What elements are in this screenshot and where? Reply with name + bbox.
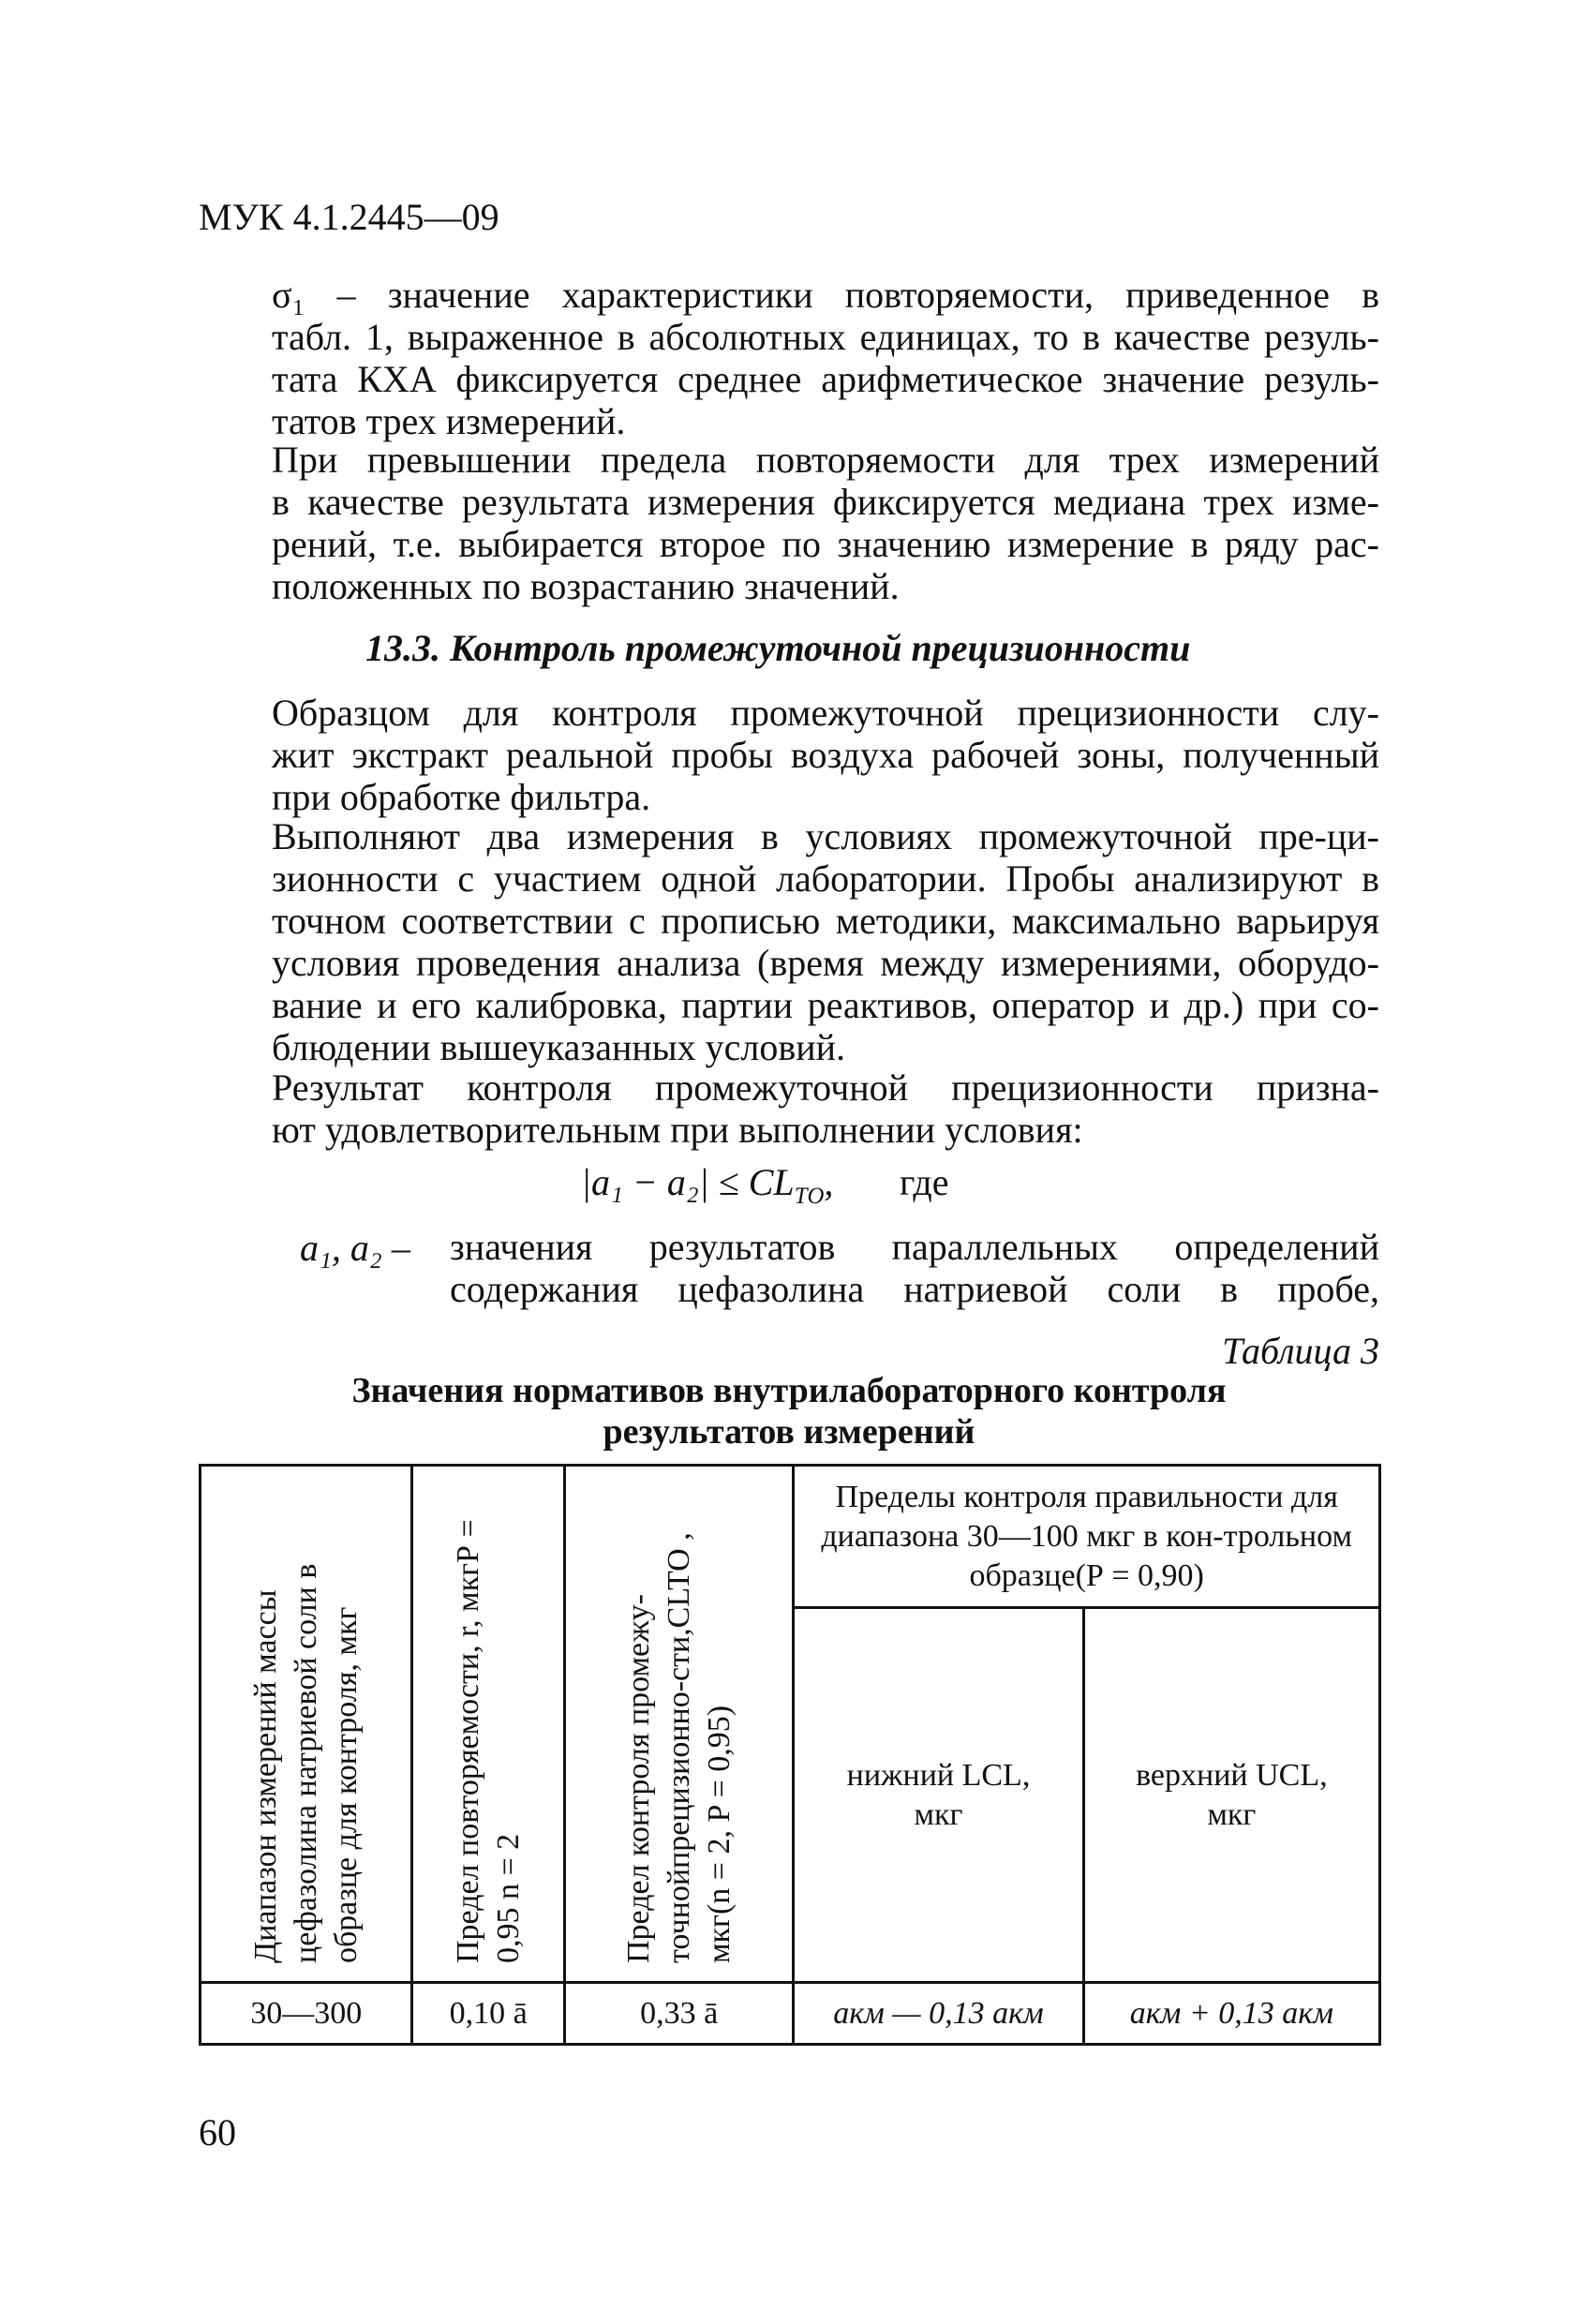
header-accuracy-group: Пределы контроля правильности для диапазона 30—100 мкг в кон-трольном образце(Р = 0,90) [794, 1466, 1380, 1608]
norms-table [199, 1464, 1381, 2046]
text-line: Образцом для контроля промежуточной прецизионности слу- [272, 692, 1379, 734]
definition-body [450, 1226, 1379, 1310]
text-line: При превышении предела повторяемости для трех измерений [272, 439, 1379, 481]
text-line: Выполняют два измерения в условиях промежуточной пре-ци- [272, 815, 1379, 857]
cell-range: 30—300 [201, 1983, 412, 2045]
formula-where: где [900, 1161, 949, 1203]
text-line: Результат контроля промежуточной прецизионности призна- [272, 1066, 1379, 1109]
text-line: при обработке фильтра. [272, 776, 651, 818]
header-precision-text: Предел контроля промежу-точнойпрецизионно-сти,CLTO , мкг(n = 2, P = 0,95) [621, 1531, 737, 1963]
table-label: Таблица 3 [1222, 1330, 1379, 1372]
header-repeatability-text: Предел повторяемости, r, мкгР = 0,95 n = 2 [451, 1518, 527, 1963]
page-number: 60 [199, 2111, 236, 2153]
definition-term: a₁, a₂ – [300, 1227, 410, 1269]
header-repeatability [412, 1466, 565, 1983]
condition-formula [581, 1160, 949, 1210]
text-line: в качестве результата измерения фиксируется медиана трех изме- [272, 481, 1379, 523]
header-lcl: нижний LCL, мкг [794, 1608, 1083, 1983]
formula-left: |a₁ − a₂| ≤ CL [581, 1161, 795, 1203]
text-line: значения результатов параллельных определений [450, 1226, 1379, 1268]
text-line: табл. 1, выраженное в абсолютных единицах, то в качестве резуль- [272, 316, 1379, 358]
text-line: содержания цефазолина натриевой соли в пробе, [450, 1268, 1379, 1310]
header-precision [565, 1466, 794, 1983]
table-title [199, 1370, 1379, 1452]
text-line: σ₁ – значение характеристики повторяемости, приведенное в [272, 274, 1379, 316]
paragraph-sample [272, 692, 1379, 818]
section-title: 13.3. Контроль промежуточной прецизионности [365, 627, 1191, 669]
document-header: МУК 4.1.2445—09 [199, 196, 499, 238]
paragraph-median-rule [272, 439, 1379, 607]
table-title-line: Значения нормативов внутрилабораторного контроля [351, 1371, 1227, 1410]
text-line: вание и его калибровка, партии реактивов, оператор и др.) при со- [272, 984, 1379, 1026]
cell-lcl: aкм — 0,13 aкм [794, 1983, 1083, 2045]
text-line: татов трех измерений. [272, 400, 626, 442]
text-line: точном соответствии с прописью методики, максимально варьируя [272, 900, 1379, 942]
cell-repeatability: 0,10 ā [412, 1983, 565, 2045]
paragraph-procedure [272, 815, 1379, 1068]
cell-ucl: aкм + 0,13 aкм [1083, 1983, 1379, 2045]
text-line: тата КХА фиксируется среднее арифметическое значение резуль- [272, 358, 1379, 400]
table-title-line: результатов измерений [603, 1412, 975, 1452]
header-range [201, 1466, 412, 1983]
cell-precision: 0,33 ā [565, 1983, 794, 2045]
paragraph-condition [272, 1066, 1379, 1151]
text-line: зионности с участием одной лаборатории. Пробы анализируют в [272, 857, 1379, 900]
text-line: ют удовлетворительным при выполнении условия: [272, 1109, 1083, 1151]
formula-subscript: ТО [794, 1184, 825, 1209]
header-ucl: верхний UCL, мкг [1083, 1608, 1379, 1983]
formula-suffix: , [824, 1161, 834, 1203]
text-line: условия проведения анализа (время между измерениями, оборудо- [272, 942, 1379, 984]
paragraph-repeatability-note [272, 274, 1379, 442]
text-line: жит экстракт реальной пробы воздуха рабочей зоны, полученный [272, 734, 1379, 776]
text-line: положенных по возрастанию значений. [272, 565, 900, 607]
text-line: рений, т.е. выбирается второе по значению измерение в ряду рас- [272, 523, 1379, 565]
text-line: блюдении вышеуказанных условий. [272, 1026, 846, 1068]
header-range-text: Диапазон измерений массы цефазолина натриевой соли в образце для контроля, мкг [248, 1563, 365, 1963]
